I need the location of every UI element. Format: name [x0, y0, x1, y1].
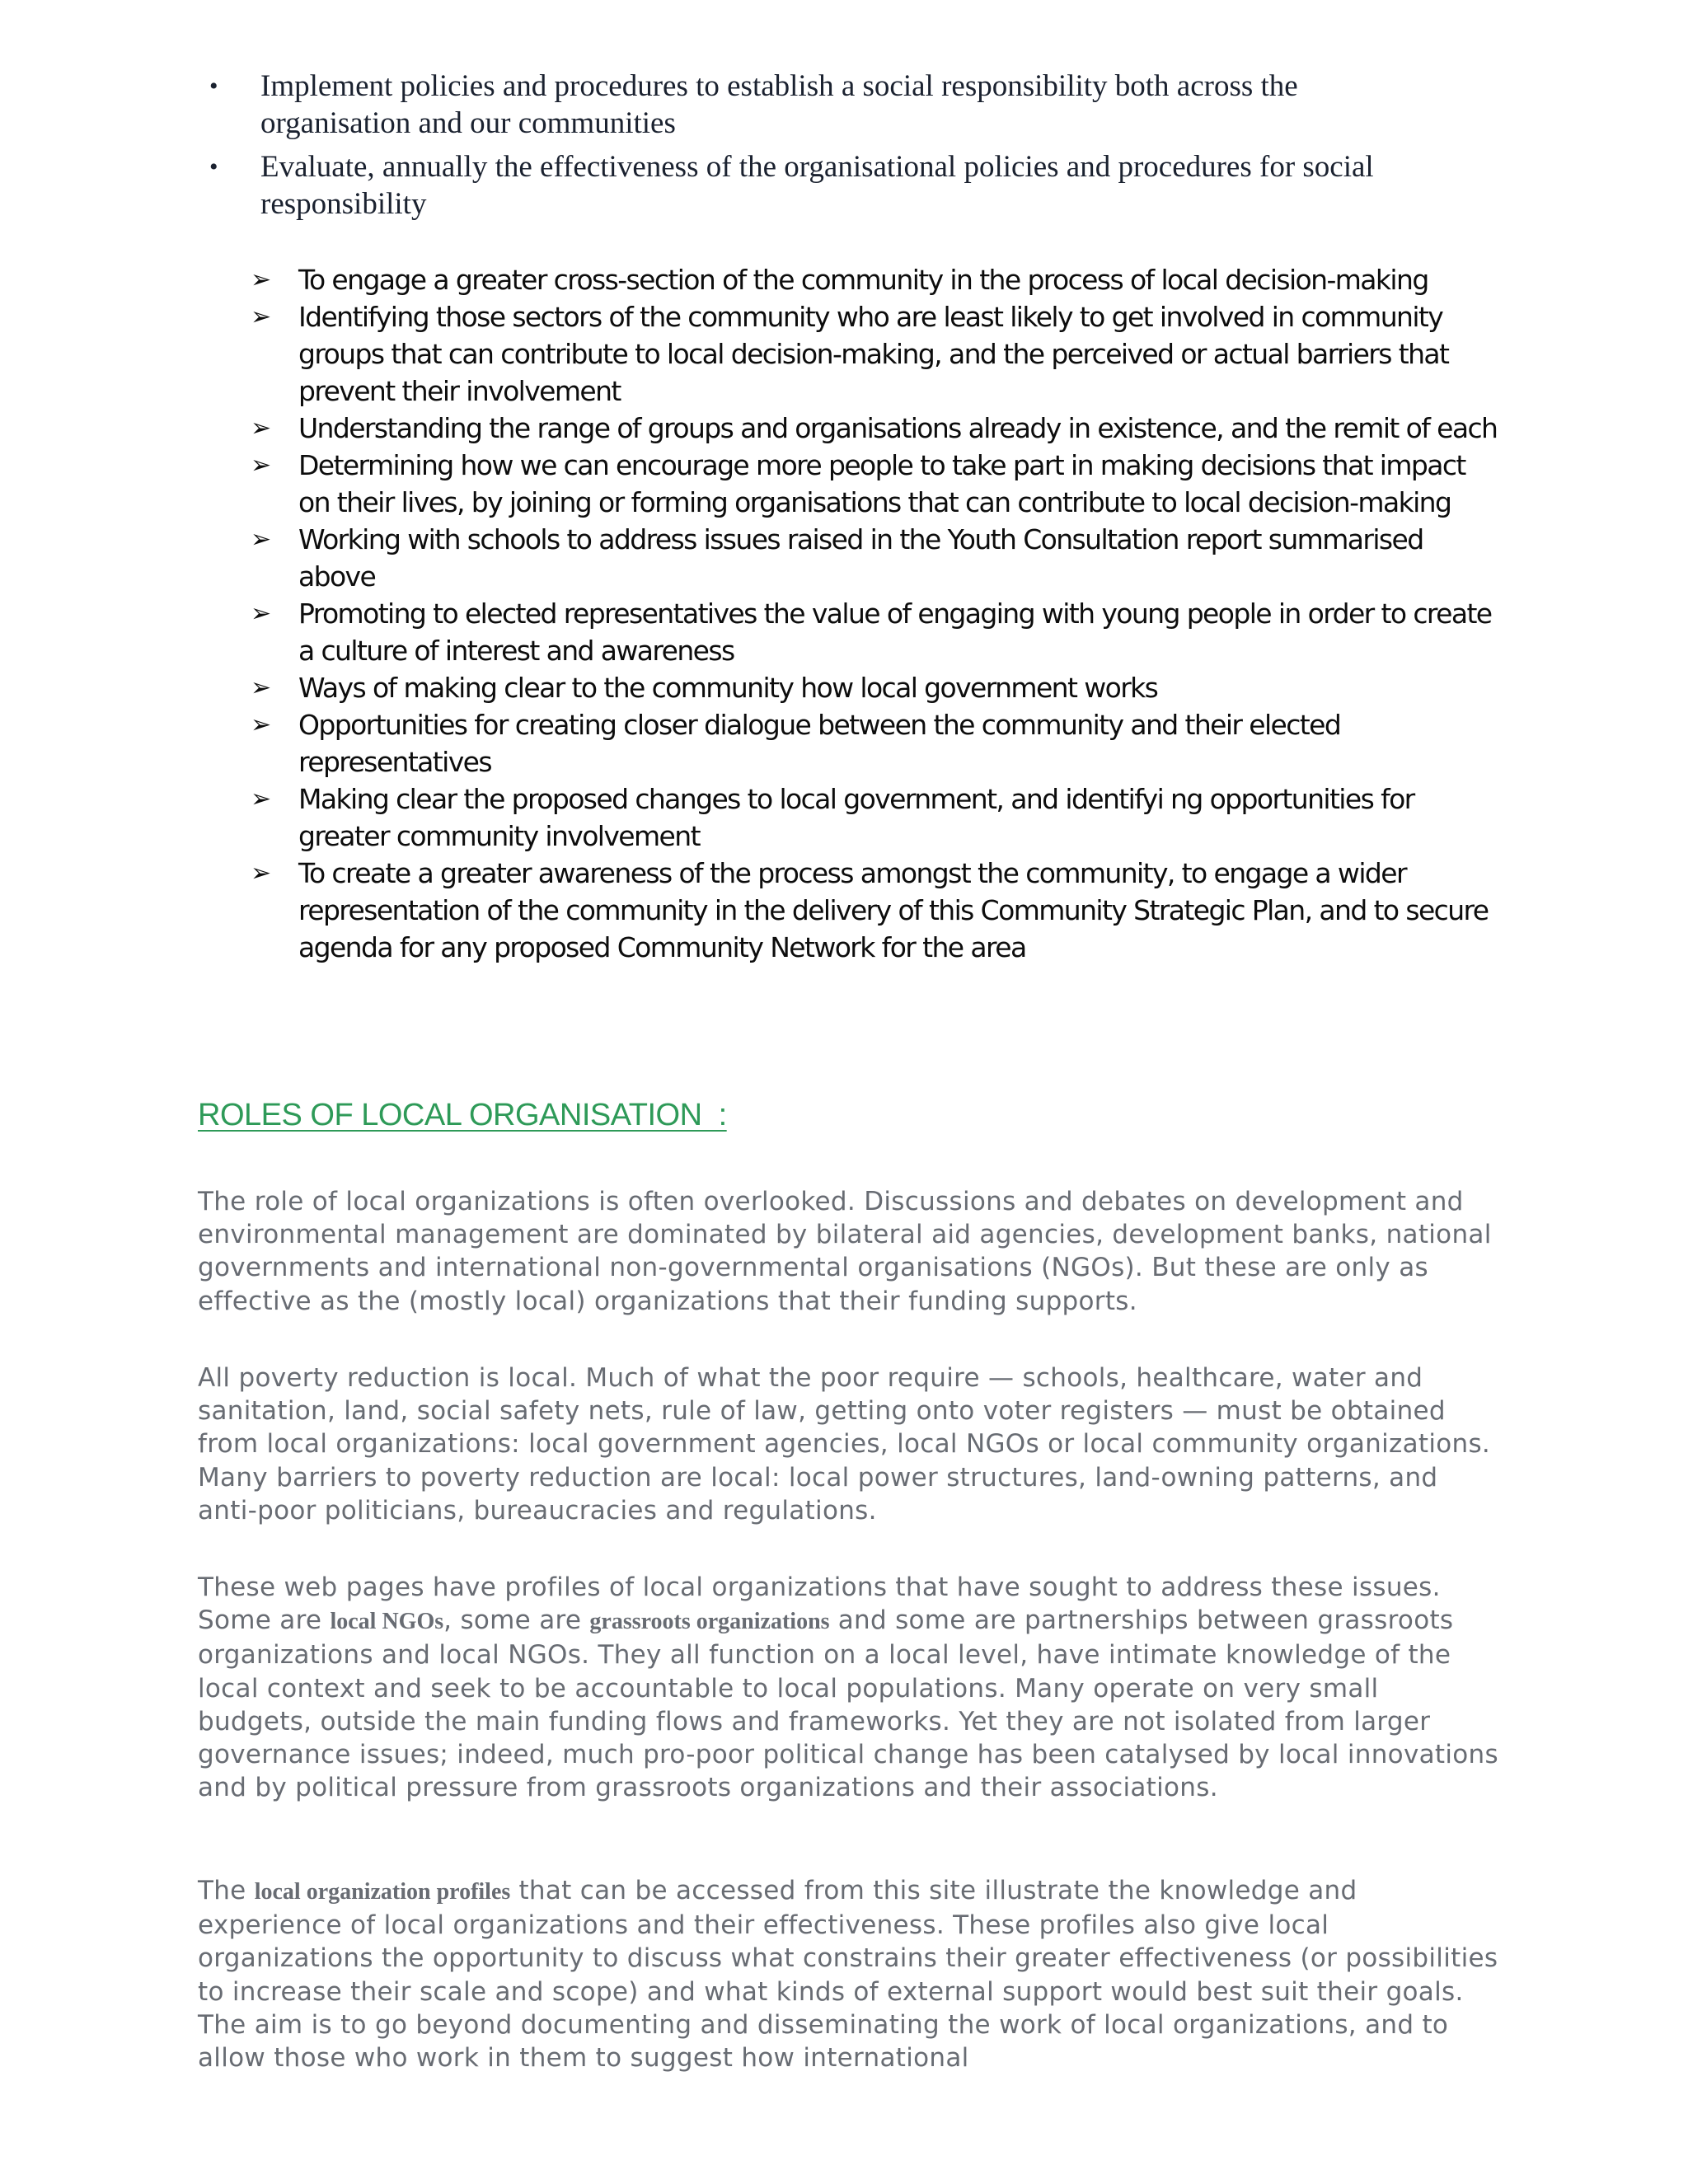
bullet-icon: • [209, 73, 218, 100]
arrow-bullet-icon: ➢ [251, 859, 272, 888]
list-item [198, 68, 1451, 142]
paragraph-text: The [198, 1876, 255, 1905]
arrow-bullet-icon: ➢ [251, 785, 272, 813]
list-item [251, 780, 1503, 855]
arrow-bullet-icon: ➢ [251, 451, 272, 480]
list-item-text: To create a greater awareness of the process amongst the community, to engage a wider representation of the community in the delivery of this Community Strategic Plan, and to secure agenda for any proposed Community Network for the area [298, 857, 1489, 963]
list-item-text: Implement policies and procedures to establish a social responsibility both across the organisation and our communities [260, 69, 1298, 140]
emphasized-term: local organization profiles [254, 1879, 511, 1905]
emphasized-term: local NGOs [330, 1609, 444, 1635]
list-item [198, 148, 1451, 223]
paragraph-text: and some are partnerships between grassroots organizations and local NGOs. They all function on a local level, have intimate knowledge of the local context and seek to be accountable to local populations. Many operate on very small budgets, outside the main funding flows and frameworks. Yet they are not isolated from larger governance issues; indeed, much pro-poor political change has been catalysed by local innovations and by political pressure from grassroots organizations and their associations. [198, 1605, 1498, 1803]
list-item-text: Ways of making clear to the community how local government works [298, 672, 1158, 704]
body-paragraph: The role of local organizations is often overlooked. Discussions and debates on development and environmental management are dominated by bilateral aid agencies, development banks, national governments and international non-governmental organisations (NGOs). But these are only as effective as the (mostly local) organizations that their funding supports. [198, 1187, 1492, 1316]
list-item [251, 706, 1503, 780]
arrow-bullet-icon: ➢ [251, 673, 272, 702]
list-item [251, 298, 1503, 410]
list-item [251, 669, 1503, 706]
list-item [251, 261, 1503, 298]
arrow-bullet-icon: ➢ [251, 414, 272, 443]
arrow-bullet-icon: ➢ [251, 265, 272, 294]
emphasized-term: grassroots organizations [589, 1609, 830, 1635]
paragraph-text: that can be accessed from this site illustrate the knowledge and experience of local organizations and their effectiveness. These profiles also give local organizations the opportunity to discuss what constrains their greater effectiveness (or possibilities to increase their scale and scope) and what kinds of external support would best suit their goals. The aim is to go beyond documenting and disseminating the work of local organizations, and to allow those who work in them to suggest how international [198, 1876, 1498, 2074]
list-item [251, 410, 1503, 447]
arrow-bullet-icon: ➢ [251, 302, 272, 331]
list-item-text: Evaluate, annually the effectiveness of the organisational policies and procedures for social responsibility [260, 150, 1374, 221]
list-item-text: Opportunities for creating closer dialogue between the community and their elected representatives [298, 709, 1341, 778]
arrow-bullet-icon: ➢ [251, 599, 272, 628]
arrow-bullet-list [251, 261, 1503, 966]
list-item-text: Making clear the proposed changes to local government, and identifyi ng opportunities for greater community involvement [298, 783, 1414, 852]
list-item [251, 855, 1503, 966]
list-item-text: To engage a greater cross-section of the community in the process of local decision-making [298, 264, 1428, 296]
section-heading: ROLES OF LOCAL ORGANISATION : [198, 1098, 727, 1132]
list-item-text: Promoting to elected representatives the value of engaging with young people in order to create a culture of interest and awareness [298, 598, 1492, 667]
list-item-text: Working with schools to address issues raised in the Youth Consultation report summarised above [298, 523, 1423, 593]
list-item [251, 595, 1503, 669]
arrow-bullet-icon: ➢ [251, 710, 272, 739]
arrow-bullet-icon: ➢ [251, 525, 272, 554]
list-item-text: Understanding the range of groups and organisations already in existence, and the remit of each [298, 412, 1498, 444]
body-paragraph [198, 1874, 1500, 2074]
list-item [251, 521, 1503, 595]
paragraph-text: , some are [443, 1605, 590, 1636]
paragraph-text: These web pages have profiles of local organizations that have sought to address these issues. Some are [198, 1572, 1441, 1636]
top-bullet-list [198, 68, 1451, 229]
list-item [251, 447, 1503, 521]
bullet-icon: • [209, 153, 218, 180]
list-item-text: Identifying those sectors of the community who are least likely to get involved in community groups that can contribute to local decision-making, and the perceived or actual barriers that prevent their involvement [298, 301, 1449, 407]
body-paragraph: All poverty reduction is local. Much of what the poor require — schools, healthcare, water and sanitation, land, social safety nets, rule of law, getting onto voter registers — must be obtained from local organizations: local government agencies, local NGOs or local community organizations. Many barriers to poverty reduction are local: local power structures, land-owning patterns, and anti-poor politicians, bureaucracies and regulations. [198, 1363, 1491, 1526]
list-item-text: Determining how we can encourage more people to take part in making decisions that impact on their lives, by joining or forming organisations that can contribute to local decision-making [298, 449, 1465, 518]
body-paragraph [198, 1571, 1500, 1804]
